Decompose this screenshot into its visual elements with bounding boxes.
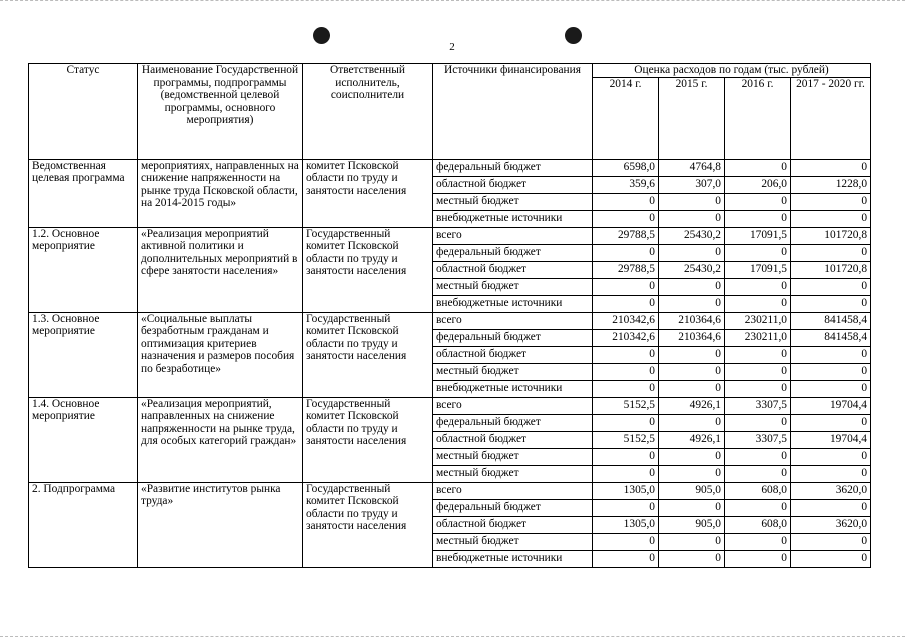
amount-cell: 4764,8 [659,159,725,176]
amount-cell: 5152,5 [593,431,659,448]
amount-cell: 608,0 [725,482,791,499]
amount-cell: 25430,2 [659,227,725,244]
amount-cell: 0 [725,465,791,482]
block-status: 2. Подпрограмма [29,482,138,567]
amount-cell: 206,0 [725,176,791,193]
punch-hole-right [565,27,582,44]
amount-cell: 0 [791,346,871,363]
block-name: мероприятиях, направленных на снижение напряженности на рынке труда Псковской области, на 2014-2015 годы» [138,159,303,227]
amount-cell: 0 [593,193,659,210]
amount-cell: 6598,0 [593,159,659,176]
amount-cell: 905,0 [659,482,725,499]
block-executor: Государственный комитет Псковской области по труду и занятости населения [303,312,433,397]
amount-cell: 0 [593,295,659,312]
funding-source: всего [433,482,593,499]
amount-cell: 4926,1 [659,397,725,414]
block-name: «Социальные выплаты безработным гражданам и оптимизация критериев назначения и размеров пособия по безработице» [138,312,303,397]
header-name: Наименование Государственной программы, подпрограммы (ведомственной целевой программы, основного мероприятия) [138,64,303,160]
amount-cell: 0 [791,533,871,550]
amount-cell: 210342,6 [593,312,659,329]
amount-cell: 0 [725,380,791,397]
amount-cell: 0 [593,380,659,397]
amount-cell: 101720,8 [791,227,871,244]
funding-source: областной бюджет [433,516,593,533]
funding-source: федеральный бюджет [433,159,593,176]
amount-cell: 5152,5 [593,397,659,414]
amount-cell: 29788,5 [593,227,659,244]
amount-cell: 0 [593,346,659,363]
amount-cell: 0 [659,550,725,567]
amount-cell: 101720,8 [791,261,871,278]
amount-cell: 0 [791,414,871,431]
block-executor: Государственный комитет Псковской области по труду и занятости населения [303,397,433,482]
amount-cell: 608,0 [725,516,791,533]
block-name: «Реализация мероприятий, направленных на снижение напряженности на рынке труда, для особых категорий граждан» [138,397,303,482]
amount-cell: 0 [593,499,659,516]
amount-cell: 0 [659,295,725,312]
header-row-1 [29,64,871,78]
amount-cell: 307,0 [659,176,725,193]
funding-source: местный бюджет [433,278,593,295]
funding-source: всего [433,312,593,329]
scan-edge-top [0,0,905,2]
funding-source: местный бюджет [433,448,593,465]
amount-cell: 0 [791,448,871,465]
amount-cell: 0 [791,499,871,516]
funding-source: местный бюджет [433,363,593,380]
amount-cell: 0 [659,414,725,431]
funding-source: местный бюджет [433,193,593,210]
amount-cell: 19704,4 [791,431,871,448]
header-year-2015: 2015 г. [659,77,725,159]
amount-cell: 0 [791,465,871,482]
table-row [29,312,871,329]
amount-cell: 0 [725,159,791,176]
amount-cell: 0 [659,278,725,295]
block-status: 1.3. Основное мероприятие [29,312,138,397]
amount-cell: 0 [659,533,725,550]
table-row [29,397,871,414]
amount-cell: 17091,5 [725,227,791,244]
amount-cell: 0 [659,346,725,363]
table-row [29,227,871,244]
amount-cell: 841458,4 [791,329,871,346]
header-year-2016: 2016 г. [725,77,791,159]
funding-source: областной бюджет [433,176,593,193]
funding-source: областной бюджет [433,346,593,363]
amount-cell: 29788,5 [593,261,659,278]
funding-source: всего [433,227,593,244]
funding-source: федеральный бюджет [433,499,593,516]
funding-source: внебюджетные источники [433,295,593,312]
amount-cell: 0 [593,210,659,227]
amount-cell: 0 [791,550,871,567]
amount-cell: 841458,4 [791,312,871,329]
amount-cell: 19704,4 [791,397,871,414]
funding-source: внебюджетные источники [433,550,593,567]
amount-cell: 0 [659,448,725,465]
block-status: 1.2. Основное мероприятие [29,227,138,312]
page-number: 2 [449,41,455,53]
amount-cell: 0 [593,550,659,567]
amount-cell: 0 [659,499,725,516]
scan-edge-bottom [0,636,905,638]
amount-cell: 0 [791,193,871,210]
amount-cell: 4926,1 [659,431,725,448]
amount-cell: 0 [593,448,659,465]
amount-cell: 17091,5 [725,261,791,278]
funding-source: местный бюджет [433,465,593,482]
funding-source: внебюджетные источники [433,210,593,227]
amount-cell: 0 [659,465,725,482]
amount-cell: 3307,5 [725,431,791,448]
amount-cell: 0 [725,278,791,295]
amount-cell: 0 [791,244,871,261]
block-executor: Государственный комитет Псковской области по труду и занятости населения [303,482,433,567]
amount-cell: 3620,0 [791,482,871,499]
block-name: «Развитие институтов рынка труда» [138,482,303,567]
amount-cell: 230211,0 [725,329,791,346]
amount-cell: 0 [593,244,659,261]
amount-cell: 0 [659,244,725,261]
amount-cell: 0 [725,193,791,210]
funding-source: местный бюджет [433,533,593,550]
amount-cell: 230211,0 [725,312,791,329]
funding-source: федеральный бюджет [433,244,593,261]
block-status: 1.4. Основное мероприятие [29,397,138,482]
block-status: Ведомственная целевая программа [29,159,138,227]
amount-cell: 1305,0 [593,516,659,533]
header-year-2014: 2014 г. [593,77,659,159]
amount-cell: 210342,6 [593,329,659,346]
amount-cell: 0 [725,533,791,550]
amount-cell: 0 [593,465,659,482]
amount-cell: 210364,6 [659,329,725,346]
funding-source: внебюджетные источники [433,380,593,397]
amount-cell: 25430,2 [659,261,725,278]
amount-cell: 0 [791,210,871,227]
amount-cell: 1305,0 [593,482,659,499]
amount-cell: 0 [725,414,791,431]
amount-cell: 0 [791,380,871,397]
funding-source: всего [433,397,593,414]
header-sources: Источники финансирования [433,64,593,160]
amount-cell: 0 [593,533,659,550]
header-status: Статус [29,64,138,160]
amount-cell: 0 [659,210,725,227]
amount-cell: 359,6 [593,176,659,193]
amount-cell: 0 [791,363,871,380]
amount-cell: 3620,0 [791,516,871,533]
amount-cell: 0 [725,363,791,380]
amount-cell: 210364,6 [659,312,725,329]
table-row [29,482,871,499]
amount-cell: 0 [725,210,791,227]
amount-cell: 0 [791,295,871,312]
amount-cell: 905,0 [659,516,725,533]
amount-cell: 0 [725,244,791,261]
amount-cell: 0 [659,380,725,397]
amount-cell: 0 [725,295,791,312]
amount-cell: 0 [593,278,659,295]
amount-cell: 0 [725,499,791,516]
header-estimate: Оценка расходов по годам (тыс. рублей) [593,64,871,78]
funding-source: федеральный бюджет [433,414,593,431]
block-executor: комитет Псковской области по труду и занятости населения [303,159,433,227]
block-name: «Реализация мероприятий активной политики и дополнительных мероприятий в сфере занятости населения» [138,227,303,312]
amount-cell: 1228,0 [791,176,871,193]
financing-table [28,63,871,568]
funding-source: областной бюджет [433,431,593,448]
amount-cell: 0 [791,159,871,176]
table-row [29,159,871,176]
funding-source: федеральный бюджет [433,329,593,346]
header-year-2017-2020: 2017 - 2020 гг. [791,77,871,159]
amount-cell: 0 [593,414,659,431]
amount-cell: 0 [659,363,725,380]
header-executor: Ответственный исполнитель, соисполнители [303,64,433,160]
amount-cell: 0 [725,550,791,567]
funding-source: областной бюджет [433,261,593,278]
punch-hole-left [313,27,330,44]
amount-cell: 3307,5 [725,397,791,414]
block-executor: Государственный комитет Псковской области по труду и занятости населения [303,227,433,312]
amount-cell: 0 [791,278,871,295]
amount-cell: 0 [593,363,659,380]
amount-cell: 0 [725,346,791,363]
amount-cell: 0 [659,193,725,210]
amount-cell: 0 [725,448,791,465]
